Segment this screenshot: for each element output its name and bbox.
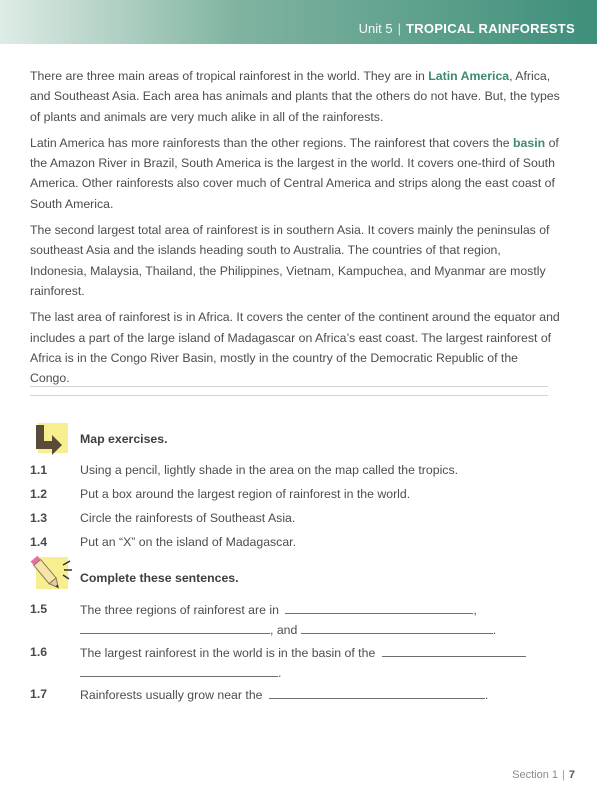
punctuation: , <box>473 603 477 617</box>
answer-blank[interactable] <box>285 602 473 614</box>
vocab-term: basin <box>513 135 546 150</box>
paragraph <box>30 66 560 127</box>
paragraph <box>30 133 560 214</box>
paragraph-text: Latin America has more rainforests than the other regions. The rainforest that covers the <box>30 135 514 150</box>
exercise-text: The three regions of rainforest are in <box>80 603 279 617</box>
exercise-number: 1.7 <box>30 687 48 701</box>
exercise-text: Using a pencil, lightly shade in the area on the map called the tropics. <box>80 463 459 477</box>
page-footer <box>512 769 575 781</box>
and-text: , and <box>270 623 298 637</box>
map-exercises-heading: Map exercises. <box>80 432 168 446</box>
answer-blank[interactable] <box>269 687 485 699</box>
exercise-number: 1.6 <box>30 645 48 659</box>
exercise-number: 1.2 <box>30 487 48 501</box>
answer-blank[interactable] <box>301 622 493 634</box>
punctuation: . <box>278 666 282 680</box>
question-1-5-line-2 <box>80 622 496 637</box>
exercise-text: Put a box around the largest region of rainforest in the world. <box>80 487 411 501</box>
exercise-text: Rainforests usually grow near the <box>80 688 263 702</box>
punctuation: . <box>492 623 497 637</box>
reading-passage <box>30 66 560 394</box>
page-number: 7 <box>568 769 575 781</box>
vocab-term: Latin America <box>428 69 510 83</box>
divider <box>30 395 548 396</box>
header-separator: | <box>397 21 401 36</box>
exercise-text: Put an “X” on the island of Madagascar. <box>80 535 297 549</box>
unit-topic: TROPICAL RAINFORESTS <box>406 21 575 36</box>
exercise-number: 1.1 <box>30 463 48 477</box>
unit-title <box>359 21 575 36</box>
bent-arrow-icon <box>32 421 70 457</box>
exercise-text: Circle the rainforests of Southeast Asia. <box>80 511 296 525</box>
exercise-number: 1.3 <box>30 511 48 525</box>
unit-label: Unit 5 <box>358 21 393 36</box>
pencil-icon <box>30 551 74 595</box>
exercise-number: 1.4 <box>30 535 48 549</box>
answer-blank[interactable] <box>80 665 278 677</box>
punctuation: . <box>484 688 489 702</box>
exercise-number: 1.5 <box>30 602 48 616</box>
question-1-5 <box>80 602 477 617</box>
paragraph-text: of the Amazon River in Brazil, South America is the largest in the world. It covers one-third of South America. Other rainforests also cover much of Central America and strips along the east coast of South America. <box>30 135 559 211</box>
question-1-7 <box>80 687 488 702</box>
footer-separator: | <box>562 769 565 781</box>
section-label: Section 1 <box>512 769 559 781</box>
divider <box>30 386 548 387</box>
answer-blank[interactable] <box>80 622 270 634</box>
question-1-6-line-2 <box>80 665 281 680</box>
complete-sentences-heading: Complete these sentences. <box>80 571 239 585</box>
paragraph: The second largest total area of rainforest is in southern Asia. It covers mainly the peninsulas of southeast Asia and the islands heading south to Australia. The countries of that region, Indonesia, Malaysia, Thailand, the Philippines, Vietnam, Kampuchea, and Myanmar are mostly rainforest. <box>30 223 550 298</box>
paragraph-text: There are three main areas of tropical rainforest in the world. They are in <box>30 69 429 83</box>
paragraph: The last area of rainforest is in Africa. It covers the center of the continent around the equator and includes a part of the large island of Madagascar on Africa’s east coast. The largest rainforest of Africa is in the Congo River Basin, mostly in the country of the Democratic Republic of the Congo. <box>30 310 560 386</box>
exercise-text: The largest rainforest in the world is in the basin of the <box>80 646 376 660</box>
question-1-6 <box>80 645 526 660</box>
paragraph-text: , Africa, and Southeast Asia. Each area has animals and plants that the others do not have. But, the types of plants and animals are very much alike in all of the rainforests. <box>30 69 560 124</box>
answer-blank[interactable] <box>382 645 526 657</box>
